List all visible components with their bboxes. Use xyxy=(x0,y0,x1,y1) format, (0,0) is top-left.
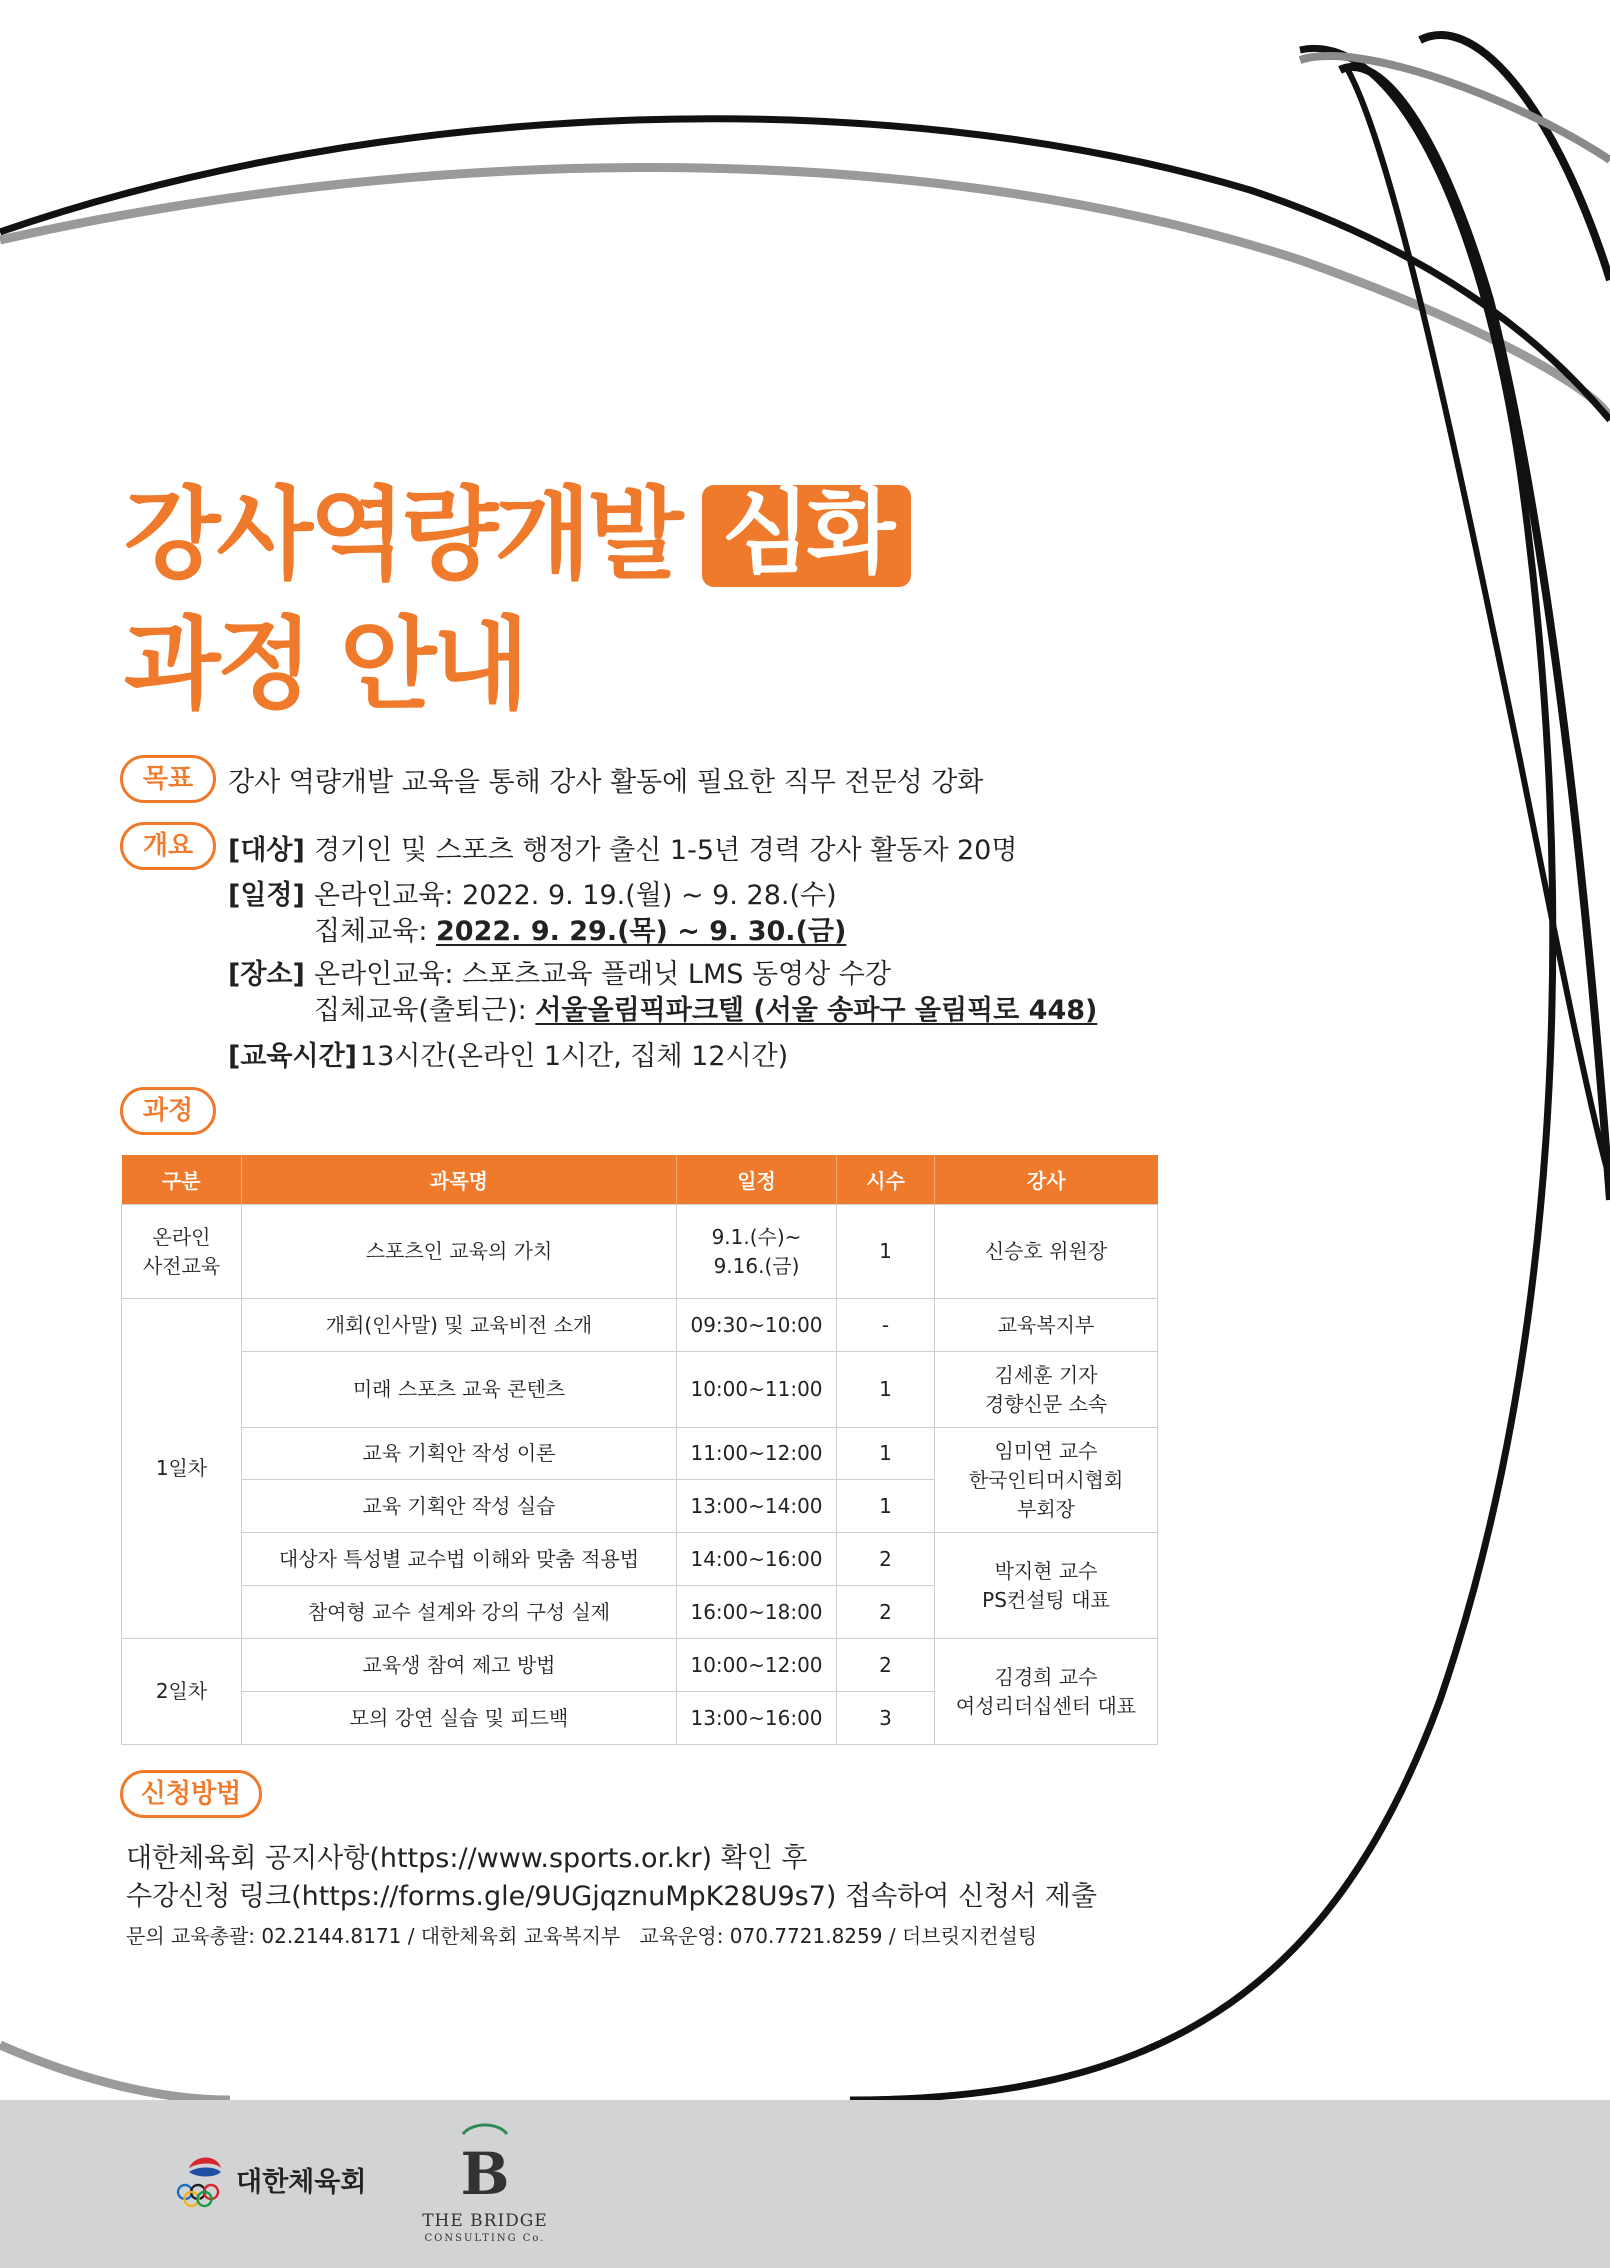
bridge-name: THE BRIDGE xyxy=(422,2211,548,2231)
table-header-row xyxy=(122,1155,1158,1205)
hours-cell: 1 xyxy=(837,1428,935,1480)
table-row xyxy=(122,1428,1158,1480)
bridge-letter: B xyxy=(460,2140,510,2208)
page-title-line2: 과정 안내 xyxy=(124,606,526,723)
hours-cell: - xyxy=(837,1299,935,1352)
hours-label: [교육시간] xyxy=(228,1041,358,1072)
schedule-cell: 9.1.(수)~ 9.16.(금) xyxy=(677,1205,837,1299)
apply-line2: 수강신청 링크(https://forms.gle/9UGjqznuMpK28U9s7) 접속하여 신청서 제출 xyxy=(126,1881,1097,1912)
bridge-sub: CONSULTING Co. xyxy=(424,2233,546,2244)
target-text: 경기인 및 스포츠 행정가 출신 1-5년 경력 강사 활동자 20명 xyxy=(314,835,1018,866)
table-row xyxy=(122,1205,1158,1299)
schedule-cell: 13:00~16:00 xyxy=(677,1692,837,1745)
place-offline-prefix: 집체교육(출퇴근): xyxy=(314,995,536,1026)
table-row xyxy=(122,1533,1158,1586)
curve-black-main xyxy=(850,48,1553,2100)
page-title-line1 xyxy=(124,476,911,593)
schedule-cell: 10:00~12:00 xyxy=(677,1639,837,1692)
target-label: [대상] xyxy=(228,835,305,866)
subject-cell: 미래 스포츠 교육 콘텐츠 xyxy=(242,1352,677,1428)
hours-cell: 3 xyxy=(837,1692,935,1745)
curve-gray-bottom xyxy=(0,2045,230,2100)
header-category: 구분 xyxy=(122,1155,242,1205)
curve-right-loop-a xyxy=(1340,67,1610,1200)
instructor-cell: 김세훈 기자 경향신문 소속 xyxy=(935,1352,1158,1428)
title-badge: 심화 xyxy=(702,485,912,587)
hours-cell: 2 xyxy=(837,1639,935,1692)
curve-right-thin xyxy=(1345,65,1610,1180)
subject-cell: 모의 강연 실습 및 피드백 xyxy=(242,1692,677,1745)
curve-black-top xyxy=(0,119,1610,420)
instructor-cell: 교육복지부 xyxy=(935,1299,1158,1352)
subject-cell: 참여형 교수 설계와 강의 구성 실제 xyxy=(242,1586,677,1639)
hours-cell: 2 xyxy=(837,1586,935,1639)
overview-label: 개요 xyxy=(120,822,216,870)
subject-cell: 대상자 특성별 교수법 이해와 맞춤 적용법 xyxy=(242,1533,677,1586)
course-label: 과정 xyxy=(120,1087,216,1135)
header-hours: 시수 xyxy=(837,1155,935,1205)
schedule-offline-value: 2022. 9. 29.(목) ~ 9. 30.(금) xyxy=(436,916,847,947)
place-offline-value: 서울올림픽파크텔 (서울 송파구 올림픽로 448) xyxy=(535,995,1098,1026)
subject-cell: 개회(인사말) 및 교육비전 소개 xyxy=(242,1299,677,1352)
title-main: 강사역량개발 xyxy=(124,476,680,593)
group-day2: 2일차 xyxy=(122,1639,242,1745)
hours-cell: 2 xyxy=(837,1533,935,1586)
group-online: 온라인 사전교육 xyxy=(122,1205,242,1299)
schedule-cell: 11:00~12:00 xyxy=(677,1428,837,1480)
table-row xyxy=(122,1352,1158,1428)
curve-gray-top xyxy=(0,168,1610,421)
header-instructor: 강사 xyxy=(935,1155,1158,1205)
goal-label: 목표 xyxy=(120,755,216,803)
goal-text: 강사 역량개발 교육을 통해 강사 활동에 필요한 직무 전문성 강화 xyxy=(228,767,984,798)
schedule-cell: 14:00~16:00 xyxy=(677,1533,837,1586)
schedule-cell: 16:00~18:00 xyxy=(677,1586,837,1639)
subject-cell: 스포츠인 교육의 가치 xyxy=(242,1205,677,1299)
place-online: 온라인교육: 스포츠교육 플래닛 LMS 동영상 수강 xyxy=(314,959,891,990)
table-row xyxy=(122,1639,1158,1692)
schedule-offline-prefix: 집체교육: xyxy=(314,916,437,947)
schedule-cell: 09:30~10:00 xyxy=(677,1299,837,1352)
table-row xyxy=(122,1299,1158,1352)
schedule-offline xyxy=(314,909,846,948)
bridge-logo xyxy=(420,2120,550,2244)
place-offline xyxy=(314,988,1097,1027)
hours-text: 13시간(온라인 1시간, 집체 12시간) xyxy=(360,1041,789,1072)
instructor-cell: 김경희 교수 여성리더십센터 대표 xyxy=(935,1639,1158,1745)
curve-right-loop-b xyxy=(1420,35,1610,280)
kso-logo-icon xyxy=(175,2148,235,2208)
course-table xyxy=(121,1155,1158,1745)
kso-name: 대한체육회 xyxy=(236,2167,367,2198)
apply-line1: 대한체육회 공지사항(https://www.sports.or.kr) 확인 후 xyxy=(126,1843,808,1874)
schedule-cell: 13:00~14:00 xyxy=(677,1480,837,1533)
apply-label: 신청방법 xyxy=(120,1770,262,1818)
schedule-cell: 10:00~11:00 xyxy=(677,1352,837,1428)
instructor-cell: 임미연 교수 한국인티머시협회 부회장 xyxy=(935,1428,1158,1533)
hours-cell: 1 xyxy=(837,1205,935,1299)
subject-cell: 교육생 참여 제고 방법 xyxy=(242,1639,677,1692)
instructor-cell: 신승호 위원장 xyxy=(935,1205,1158,1299)
subject-cell: 교육 기획안 작성 실습 xyxy=(242,1480,677,1533)
bridge-arch-icon xyxy=(460,2121,510,2135)
subject-cell: 교육 기획안 작성 이론 xyxy=(242,1428,677,1480)
header-subject: 과목명 xyxy=(242,1155,677,1205)
schedule-label: [일정] xyxy=(228,880,305,911)
group-day1: 1일차 xyxy=(122,1299,242,1639)
hours-cell: 1 xyxy=(837,1352,935,1428)
schedule-online: 온라인교육: 2022. 9. 19.(월) ~ 9. 28.(수) xyxy=(314,880,837,911)
contact-info: 문의 교육총괄: 02.2144.8171 / 대한체육회 교육복지부 교육운영: 070.7721.8259 / 더브릿지컨설팅 xyxy=(126,1924,1038,1948)
instructor-cell: 박지현 교수 PS컨설팅 대표 xyxy=(935,1533,1158,1639)
hours-cell: 1 xyxy=(837,1480,935,1533)
header-schedule: 일정 xyxy=(677,1155,837,1205)
place-label: [장소] xyxy=(228,959,305,990)
